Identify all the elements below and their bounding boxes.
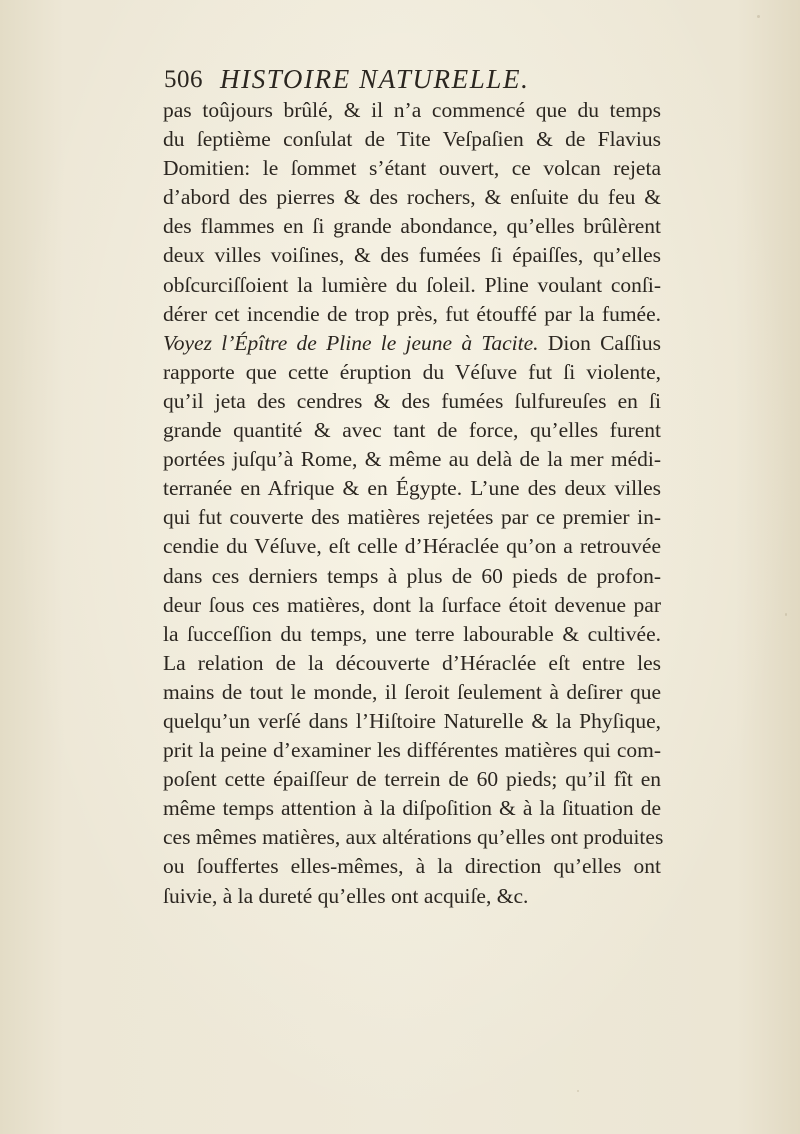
text-line: deur ſous ces matières, dont la ſurface étoit devenue par bbox=[163, 592, 661, 617]
text-line: ces mêmes matières, aux altérations qu’elles ont produites bbox=[163, 825, 664, 850]
page-header bbox=[164, 64, 644, 100]
text-line: quelqu’un verſé dans l’Hiſtoire Naturelle & la Phyſique, bbox=[163, 708, 661, 733]
paper-speck bbox=[785, 613, 787, 616]
italic-reference: Voyez l’Épître de Pline le jeune à Tacite. bbox=[163, 330, 539, 355]
text-line: portées juſqu’à Rome, & même au delà de la mer médi- bbox=[163, 447, 661, 472]
paper-speck bbox=[577, 1090, 579, 1092]
text-line: du ſeptième conſulat de Tite Veſpaſien & de Flavius bbox=[163, 127, 661, 152]
text-line: pas toûjours brûlé, & il n’a commencé que du temps bbox=[163, 98, 661, 122]
text-line: La relation de la découverte d’Héraclée eſt entre les bbox=[163, 650, 661, 675]
text-line: poſent cette épaiſſeur de terrein de 60 pieds; qu’il fît en bbox=[163, 767, 661, 792]
text-line: qui fut couverte des matières rejetées par ce premier in- bbox=[163, 505, 661, 530]
text-line: ſuivie, à la dureté qu’elles ont acquiſe, &c. bbox=[163, 883, 529, 908]
text-line: obſcurciſſoient la lumière du ſoleil. Pline voulant conſi- bbox=[163, 272, 661, 297]
text-line-with-reference bbox=[163, 329, 661, 358]
body-text bbox=[163, 96, 664, 911]
paper-speck bbox=[757, 15, 760, 18]
text-line: qu’il jeta des cendres & des fumées ſulfureuſes en ſi bbox=[163, 388, 661, 413]
text-line: terranée en Afrique & en Égypte. L’une des deux villes bbox=[163, 476, 661, 501]
text-line: grande quantité & avec tant de force, qu’elles furent bbox=[163, 418, 661, 443]
text-line: des flammes en ſi grande abondance, qu’elles brûlèrent bbox=[163, 214, 661, 239]
text-line: dans ces derniers temps à plus de 60 pieds de profon- bbox=[163, 563, 661, 588]
text-line: la ſucceſſion du temps, une terre labourable & cultivée. bbox=[163, 621, 661, 646]
running-title: HISTOIRE NATURELLE. bbox=[220, 64, 530, 94]
text-line: d’abord des pierres & des rochers, & enſuite du feu & bbox=[163, 185, 661, 210]
text-fragment: Dion Caſſius bbox=[547, 330, 662, 355]
text-line: rapporte que cette éruption du Véſuve fut ſi violente, bbox=[163, 359, 661, 384]
page-number: 506 bbox=[164, 66, 203, 93]
text-line: ou ſouffertes elles-mêmes, à la direction qu’elles ont bbox=[163, 854, 661, 879]
text-line: deux villes voiſines, & des fumées ſi épaiſſes, qu’elles bbox=[163, 243, 661, 268]
text-line: cendie du Véſuve, eſt celle d’Héraclée qu’on a retrouvée bbox=[163, 534, 661, 559]
text-line: mains de tout le monde, il ſeroit ſeulement à deſirer que bbox=[163, 679, 661, 704]
text-line: dérer cet incendie de trop près, fut étouffé par la fumée. bbox=[163, 301, 661, 326]
text-line: prit la peine d’examiner les différentes matières qui com- bbox=[163, 738, 661, 763]
text-line: même temps attention à la diſpoſition & à la ſituation de bbox=[163, 796, 661, 821]
text-line: Domitien: le ſommet s’étant ouvert, ce volcan rejeta bbox=[163, 156, 661, 181]
